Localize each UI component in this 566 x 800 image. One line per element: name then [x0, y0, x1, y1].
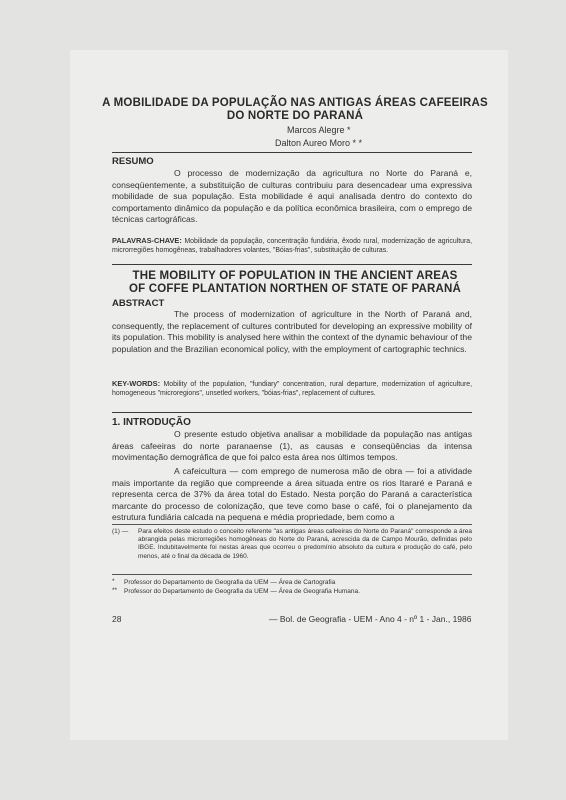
affiliations-rule: [112, 574, 472, 575]
introducao-rule: [112, 412, 472, 413]
palavras-chave-label: PALAVRAS-CHAVE:: [112, 236, 182, 245]
footnote-rule: [112, 524, 472, 525]
journal-citation: — Bol. de Geografia - UEM - Ano 4 - nº 1 - Jan., 1986: [269, 614, 472, 624]
english-title-rule: [112, 264, 472, 265]
abstract-heading: ABSTRACT: [112, 298, 165, 309]
article-title-en: [85, 270, 505, 296]
resumo-heading: RESUMO: [112, 156, 154, 167]
article-title-pt: [85, 97, 505, 123]
affiliation-1-marker: *: [112, 578, 115, 585]
introducao-paragraph-2: A cafeicultura — com emprego de numerosa mão de obra — foi a atividade mais importante da região que compreende a área situada entre os rios Itararé e Paraná e representa cerca de 37% da área total do Estado. Nesta porção do Paraná a característica marcante do processo de colonização, que teve como base o café, foi o planejamento da estrutura fundiária calcada na pequena e média propriedade, bem como a: [112, 466, 472, 523]
title-pt-line-2: DO NORTE DO PARANÁ: [226, 110, 364, 122]
page-number: 28: [112, 614, 122, 624]
introducao-paragraph-1: O presente estudo objetiva analisar a mobilidade da população nas antigas áreas cafeeiras do norte paranaense (1), as causas e conseqüências da intensa movimentação demográfica de que foi palco esta área nos últimos tempos.: [112, 429, 472, 463]
palavras-chave-text: Mobilidade da população, concentração fundiária, êxodo rural, modernização de agricultura, microrregiões homogêneas, trabalhadores volantes, "Bóias-frias", substituição de culturas.: [112, 238, 472, 254]
author-2: Dalton Aureo Moro * *: [275, 138, 363, 148]
author-1: Marcos Alegre *: [287, 125, 351, 135]
footnote-1-marker: (1) —: [112, 528, 129, 535]
key-words-label: KEY-WORDS:: [112, 379, 161, 388]
palavras-chave: [112, 237, 472, 256]
title-en-line-1: THE MOBILITY OF POPULATION IN THE ANCIENT AREAS: [132, 270, 458, 282]
abstract-text: The process of modernization of agriculture in the North of Paraná and, consequently, the replacement of cultures contributed for developing an expressive mobility of its population. This mobility is analysed here within the context of the dynamic behaviour of the population and the Brazilian economical policy, with the employment of cartographic technics.: [112, 309, 472, 354]
resumo-rule: [112, 152, 472, 153]
affiliation-2-text: Professor do Departamento de Geografia da UEM — Área de Geografia Humana.: [124, 588, 360, 595]
key-words-text: Mobility of the population, "fundiary" concentration, rural departure, modernization of agriculture, homogeneous "microregions", unsetled workers, "bóias-frias", replacement of cultures.: [112, 381, 472, 397]
title-en-line-2: OF COFFE PLANTATION NORTHEN OF STATE OF PARANÁ: [128, 283, 462, 295]
introducao-heading: 1. INTRODUÇÃO: [112, 417, 191, 428]
footnote-1-text: Para efeitos deste estudo o conceito referente "as antigas áreas cafeeiras do Norte do Paraná" corresponde a área abrangida pelas microrregiões homogêneas do Norte do Paraná, acrescida da de Campo Mourão, definidas pelo IBGE. Indubitavelmente foi nestas áreas que ocorreu o predomínio absoluto da cultura e produção do café, pelo menos, até o final da década de 1960.: [138, 528, 472, 560]
key-words: [112, 380, 472, 399]
resumo-text: O processo de modernização da agricultura no Norte do Paraná e, conseqüentemente, a substituição de culturas contribuiu para desencadear uma expressiva mobilidade de sua população. Esta mobilidade é aqui analisada dentro do contexto do comportamento dinâmico da população e da política econômica brasileira, com o emprego de técnicas cartográficas.: [112, 168, 472, 225]
title-pt-line-1: A MOBILIDADE DA POPULAÇÃO NAS ANTIGAS ÁREAS CAFEEIRAS: [102, 97, 488, 109]
affiliation-2-marker: **: [112, 587, 118, 594]
affiliation-1-text: Professor do Departamento de Geografia da UEM — Área de Cartografia: [124, 579, 336, 586]
